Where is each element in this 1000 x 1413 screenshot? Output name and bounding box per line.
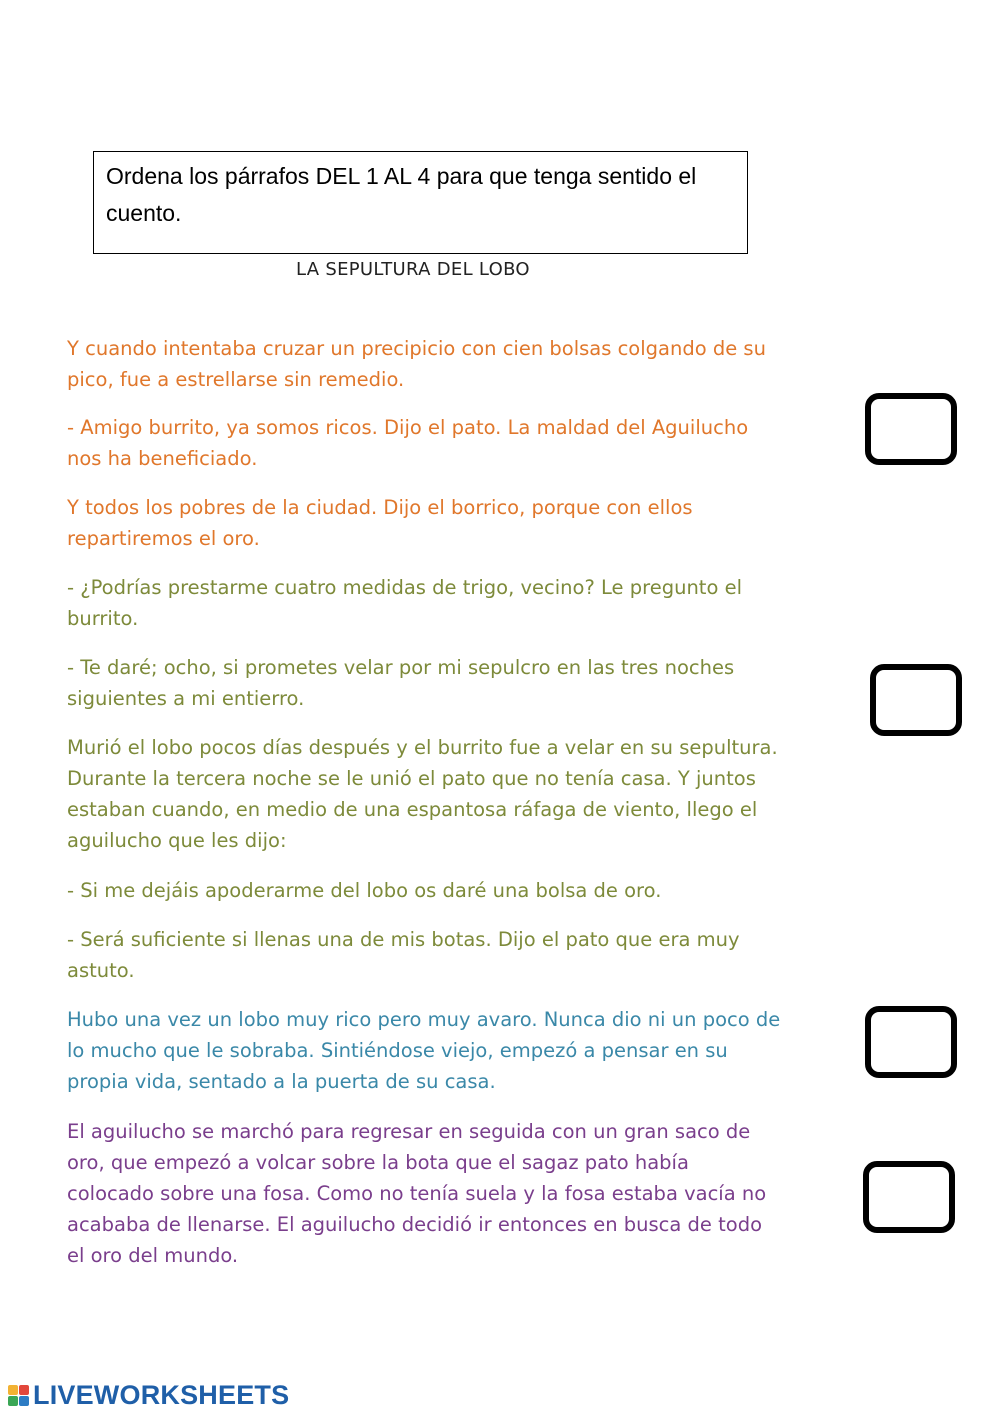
liveworksheets-logo: [8, 1380, 289, 1410]
logo-text: LIVEWORKSHEETS: [33, 1379, 290, 1410]
paragraph-10: El aguilucho se marchó para regresar en seguida con un gran saco de oro, que empezó a volcar sobre la bota que el sagaz pato había colocado sobre una fosa. Como no tenía suela y la fosa estaba vacía no acababa de llenarse. El aguilucho decidió ir entonces en busca de todo el oro del mundo.: [67, 1120, 767, 1267]
instructions-text: Ordena los párrafos DEL 1 AL 4 para que tenga sentido el cuento.: [106, 163, 697, 226]
instructions-box: [93, 151, 748, 254]
paragraph-5: - Te daré; ocho, si prometes velar por mi sepulcro en las tres noches siguientes a mi entierro.: [67, 656, 735, 710]
paragraph-4: - ¿Podrías prestarme cuatro medidas de trigo, vecino? Le pregunto el burrito.: [67, 576, 742, 630]
answer-box-2[interactable]: [870, 664, 962, 736]
paragraph-7: - Si me dejáis apoderarme del lobo os daré una bolsa de oro.: [67, 879, 662, 902]
paragraph-1: Y cuando intentaba cruzar un precipicio con cien bolsas colgando de su pico, fue a estrellarse sin remedio.: [67, 337, 766, 391]
answer-box-1[interactable]: [865, 393, 957, 465]
paragraph-2: - Amigo burrito, ya somos ricos. Dijo el pato. La maldad del Aguilucho nos ha beneficiado.: [67, 416, 749, 470]
answer-box-3[interactable]: [865, 1006, 957, 1078]
logo-mark-icon: [8, 1385, 29, 1406]
answer-box-4[interactable]: [863, 1161, 955, 1233]
paragraph-3: Y todos los pobres de la ciudad. Dijo el borrico, porque con ellos repartiremos el oro.: [67, 496, 693, 550]
paragraph-6: Murió el lobo pocos días después y el burrito fue a velar en su sepultura. Durante la tercera noche se le unió el pato que no tenía casa. Y juntos estaban cuando, en medio de una espantosa ráfaga de viento, llego el aguilucho que les dijo:: [67, 736, 778, 852]
story-title: LA SEPULTURA DEL LOBO: [296, 259, 530, 280]
paragraph-9: Hubo una vez un lobo muy rico pero muy avaro. Nunca dio ni un poco de lo mucho que le sobraba. Sintiéndose viejo, empezó a pensar en su propia vida, sentado a la puerta de su casa.: [67, 1008, 781, 1093]
paragraph-8: - Será suficiente si llenas una de mis botas. Dijo el pato que era muy astuto.: [67, 928, 740, 982]
